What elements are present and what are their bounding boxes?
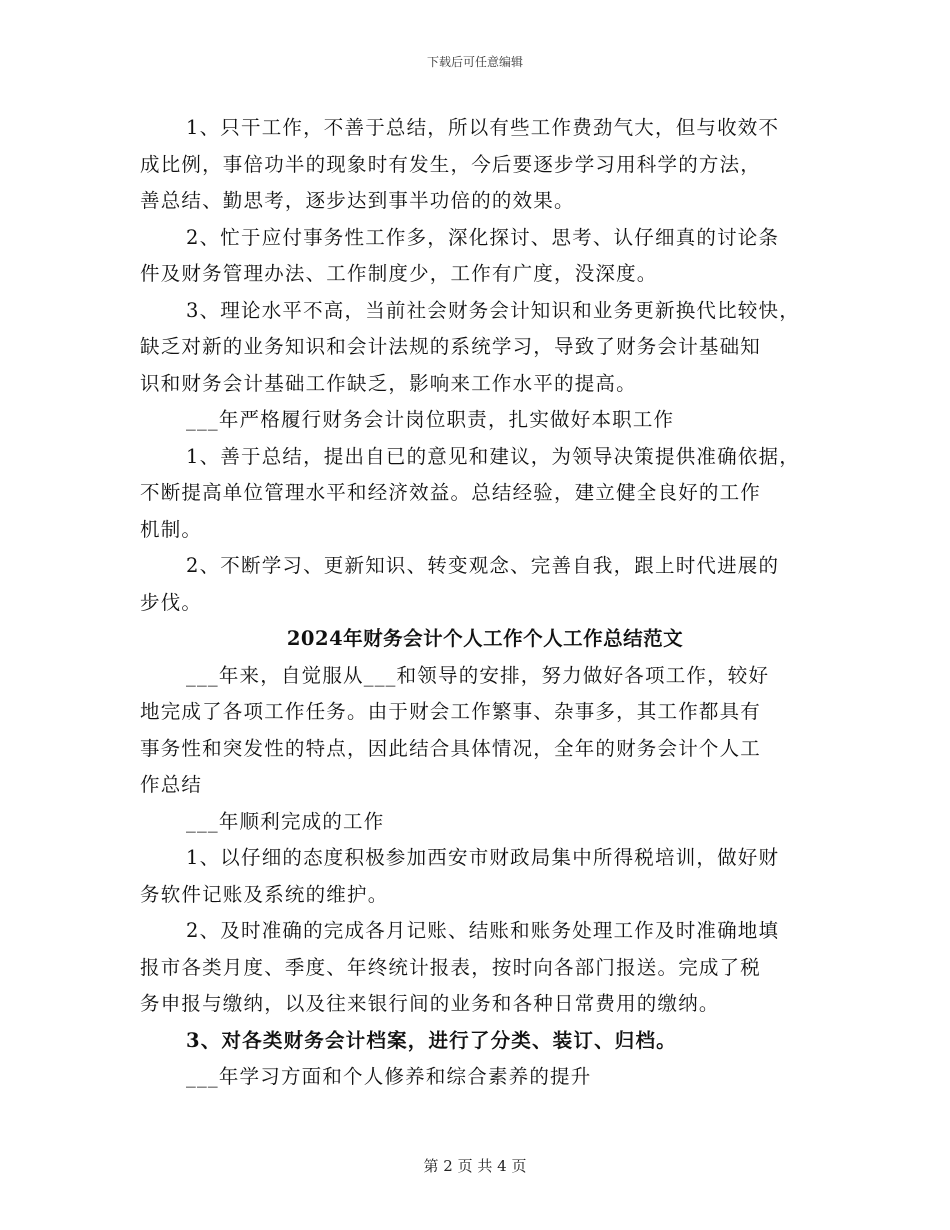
page-number: 第 2 页 共 4 页 [423, 1157, 527, 1175]
text-line: 件及财务管理办法、工作制度少，工作有广度，没深度。 [140, 262, 658, 285]
text-line: 事务性和突发性的特点，因此结合具体情况，全年的财务会计个人工 [140, 736, 762, 760]
document-body [140, 110, 830, 1096]
text-line: 2、及时准确的完成各月记账、结账和账务处理工作及时准确地填 [186, 919, 780, 942]
text-line: ___年来，自觉服从___和领导的安排，努力做好各项工作，较好 [186, 663, 770, 687]
text-line: 1、只干工作，不善于总结，所以有些工作费劲气大，但与收效不 [186, 116, 780, 139]
text-line: 务申报与缴纳，以及往来银行间的业务和各种日常费用的缴纳。 [140, 992, 720, 1015]
paragraph-1 [140, 110, 830, 220]
text-line: 地完成了各项工作任务。由于财会工作繁事、杂事多，其工作都具有 [140, 700, 762, 723]
text-line: 作总结 [140, 773, 203, 796]
text-line: ___年顺利完成的工作 [186, 809, 385, 833]
text-line: 机制。 [140, 517, 203, 541]
text-line: ___年严格履行财务会计岗位职责，扎实做好本职工作 [186, 408, 675, 431]
text-line: 识和财务会计基础工作缺乏，影响来工作水平的提高。 [140, 371, 637, 395]
section-title [140, 621, 830, 658]
paragraph-3 [140, 293, 830, 403]
text-line: 报市各类月度、季度、年终统计报表，按时向各部门报送。完成了税 [140, 955, 762, 979]
text-line: 不断提高单位管理水平和经济效益。总结经验，建立健全良好的工作 [140, 481, 762, 504]
text-line: 1、善于总结，提出自已的意见和建议，为领导决策提供准确依据， [186, 444, 800, 468]
text-line: 步伐。 [140, 590, 203, 614]
text-line: 1、以仔细的态度积极参加西安市财政局集中所得税培训，做好财 [186, 846, 780, 869]
text-line: ___年学习方面和个人修养和综合素养的提升 [186, 1065, 592, 1088]
text-line: 2、忙于应付事务性工作多，深化探讨、思考、认仔细真的讨论条 [186, 225, 780, 249]
paragraph-4 [140, 402, 830, 439]
paragraph-7 [140, 658, 830, 804]
title-text: 2024年财务会计个人工作个人工作总结范文 [286, 627, 684, 650]
paragraph-11 [140, 1023, 830, 1060]
header-note: 下载后可任意编辑 [426, 55, 523, 69]
text-line: 善总结、勤思考，逐步达到事半功倍的的效果。 [140, 189, 575, 212]
text-line: 3、理论水平不高，当前社会财务会计知识和业务更新换代比较快， [186, 298, 800, 322]
paragraph-12 [140, 1059, 830, 1096]
text-line: 3、对各类财务会计档案，进行了分类、装订、归档。 [186, 1028, 677, 1052]
text-line: 成比例，事倍功半的现象时有发生，今后要逐步学习用科学的方法， [140, 152, 762, 176]
paragraph-6 [140, 548, 830, 621]
paragraph-10 [140, 913, 830, 1023]
text-line: 缺乏对新的业务知识和会计法规的系统学习，导致了财务会计基础知 [140, 335, 762, 358]
paragraph-9 [140, 840, 830, 913]
paragraph-8 [140, 804, 830, 841]
paragraph-2 [140, 220, 830, 293]
text-line: 务软件记账及系统的维护。 [140, 882, 389, 906]
paragraph-5 [140, 439, 830, 549]
text-line: 2、不断学习、更新知识、转变观念、完善自我，跟上时代进展的 [186, 554, 780, 577]
